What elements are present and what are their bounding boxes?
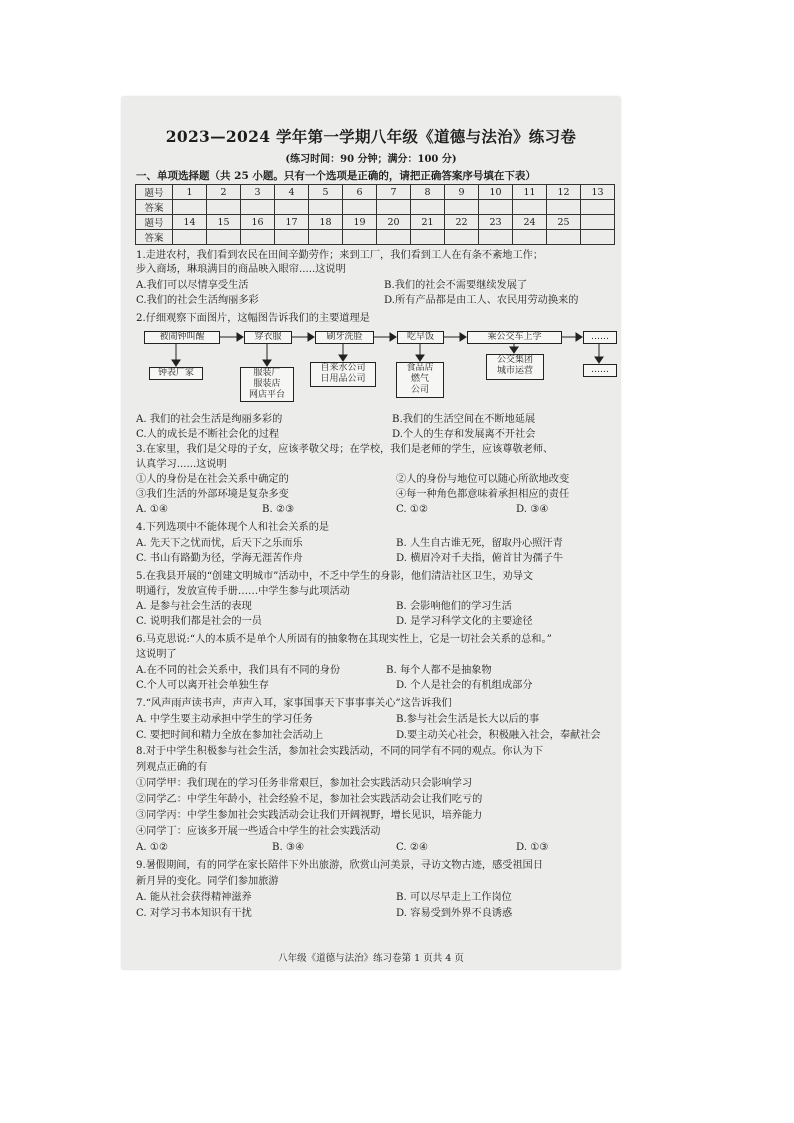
flow-provider-clothing: 服装厂 服装店 网店平台 (240, 367, 294, 402)
q4-option-b: B. 人生自古谁无死，留取丹心照汗青 (396, 538, 563, 549)
exam-title: 2023—2024 学年第一学期八年级《道德与法治》练习卷 (165, 127, 577, 146)
flow-step-bus: 乘公交车上学 (467, 331, 562, 344)
table-cell: 14 (173, 215, 207, 230)
q8-option-b: B. ③④ (272, 842, 305, 853)
q9-stem: 9.暑假期间，有的同学在家长陪伴下外出旅游，欣赏山河美景，寻访文物古迹，感受祖国日 (136, 860, 544, 871)
q4-option-a: A. 先天下之忧而忧，后天下之乐而乐 (136, 538, 303, 549)
q6-option-d: D. 个人是社会的有机组成部分 (396, 680, 533, 691)
q8-option-a: A. ①② (136, 842, 169, 853)
q1-stem: 步入商场，琳琅满目的商品映入眼帘.....这说明 (136, 264, 346, 275)
q4-stem: 4.下列选项中不能体现个人和社会关系的是 (136, 522, 330, 533)
q4-option-c: C. 书山有路勤为径，学海无涯苦作舟 (136, 553, 303, 564)
q7-option-c: C. 要把时间和精力全放在参加社会活动上 (136, 730, 324, 741)
q3-stem: 认真学习......这说明 (136, 459, 227, 470)
table-cell: 3 (241, 185, 275, 200)
q3-option-a: A. ①④ (136, 504, 169, 515)
table-cell: 2 (207, 185, 241, 200)
q8-option-c: C. ②④ (396, 842, 429, 853)
q4-option-d: D. 横眉冷对千夫指，俯首甘为孺子牛 (396, 553, 564, 564)
q8-option-d: D. ①③ (516, 842, 549, 853)
flow-provider-clock: 钟表厂家 (149, 367, 203, 380)
table-cell: 18 (309, 215, 343, 230)
section-heading: 一、单项选择题（共 25 小题。只有一个选项是正确的，请把正确答案序号填在下表） (136, 170, 536, 182)
q7-option-b: B.参与社会生活是长大以后的事 (396, 714, 540, 725)
q1-option-d: D.所有产品都是由工人、农民用劳动换来的 (384, 295, 579, 306)
table-cell: 22 (445, 215, 479, 230)
table-cell: 23 (479, 215, 513, 230)
table-cell: 7 (377, 185, 411, 200)
flow-step-wash: 刷牙洗脸 (315, 331, 374, 344)
table-cell: 8 (411, 185, 445, 200)
table-cell: 答案 (136, 200, 173, 215)
q3-statement-4: ④每一种角色都意味着承担相应的责任 (396, 489, 570, 500)
q2-stem: 2.仔细观察下面图片，这幅图告诉我们的主要道理是 (136, 313, 370, 324)
q8-stem: 列观点正确的有 (136, 762, 208, 773)
q5-stem: 5.在我县开展的“创建文明城市”活动中，不乏中学生的身影，他们清洁社区卫生，劝导文 (136, 571, 534, 582)
table-cell: 1 (173, 185, 207, 200)
table-cell: 10 (479, 185, 513, 200)
q1-option-c: C.我们的社会生活绚丽多彩 (136, 295, 259, 306)
q3-option-b: B. ②③ (262, 504, 295, 515)
q3-statement-3: ③我们生活的外部环境是复杂多变 (136, 489, 289, 500)
q8-stem: 8.对于中学生积极参与社会生活，参加社会实践活动，不同的同学有不同的观点。你认为下 (136, 746, 544, 757)
q1-option-b: B.我们的社会不需要继续发展了 (384, 280, 528, 291)
table-cell: 12 (547, 185, 581, 200)
table-cell: 4 (275, 185, 309, 200)
table-cell: 11 (513, 185, 547, 200)
q9-option-b: B. 可以尽早走上工作岗位 (396, 892, 512, 903)
q6-option-a: A.在不同的社会关系中，我们具有不同的身份 (136, 665, 341, 676)
q6-option-c: C.个人可以离开社会单独生存 (136, 680, 269, 691)
q5-stem: 明通行，发放宣传手册……中学生参与此项活动 (136, 586, 350, 597)
q8-statement-3: ③同学丙：中学生参加社会实践活动会让我们开阔视野，增长见识，培养能力 (136, 810, 483, 821)
q7-option-a: A. 中学生要主动承担中学生的学习任务 (136, 714, 313, 725)
q2-option-d: D.个人的生存和发展离不开社会 (392, 429, 536, 440)
table-cell: 16 (241, 215, 275, 230)
q8-statement-4: ④同学丁：应该多开展一些适合中学生的社会实践活动 (136, 826, 381, 837)
flow-step-breakfast: 吃早饭 (397, 331, 444, 344)
q5-option-a: A. 是参与社会生活的表现 (136, 601, 252, 612)
q6-option-b: B. 每个人都不是抽象物 (386, 665, 492, 676)
q9-option-a: A. 能从社会获得精神滋养 (136, 892, 252, 903)
table-cell: 6 (343, 185, 377, 200)
q9-stem: 新月异的变化。同学们参加旅游 (136, 876, 279, 887)
q3-statement-2: ②人的身份与地位可以随心所欲地改变 (396, 474, 570, 485)
flow-provider-more: …… (583, 364, 617, 377)
q2-option-b: B.我们的生活空间在不断地延展 (392, 414, 536, 425)
q2-option-c: C.人的成长是不断社会化的过程 (136, 429, 280, 440)
table-cell: 题号 (136, 185, 173, 200)
q8-statement-2: ②同学乙：中学生年龄小，社会经验不足，参加社会实践活动会让我们吃亏的 (136, 794, 483, 805)
q6-stem: 6.马克思说:“人的本质不是单个人所固有的抽象物在其现实性上，它是一切社会关系的总和。” (136, 634, 552, 645)
table-cell: 24 (513, 215, 547, 230)
q3-option-d: D. ③④ (516, 504, 549, 515)
flow-step-wake: 被闹钟叫醒 (144, 331, 220, 344)
q5-option-c: C. 说明我们都是社会的一员 (136, 616, 262, 627)
q7-option-d: D.要主动关心社会，积极融入社会，奉献社会 (396, 730, 601, 741)
q5-option-d: D. 是学习科学文化的主要途径 (396, 616, 533, 627)
q3-stem: 3.在家里，我们是父母的子女，应该孝敬父母；在学校，我们是老师的学生，应该尊敬老师、 (136, 444, 554, 455)
q9-option-d: D. 容易受到外界不良诱惑 (396, 908, 513, 919)
q3-statement-1: ①人的身份是在社会关系中确定的 (136, 474, 289, 485)
q8-statement-1: ①同学甲：我们现在的学习任务非常艰巨，参加社会实践活动只会影响学习 (136, 778, 473, 789)
q5-option-b: B. 会影响他们的学习生活 (396, 601, 512, 612)
q3-option-c: C. ①② (396, 504, 429, 515)
flow-provider-food: 食品店 燃气 公司 (396, 362, 444, 398)
q2-option-a: A. 我们的社会生活是绚丽多彩的 (136, 414, 283, 425)
table-cell: 13 (581, 185, 615, 200)
q7-stem: 7.“风声雨声读书声，声声入耳，家事国事天下事事事关心”这告诉我们 (136, 698, 452, 709)
table-cell: 15 (207, 215, 241, 230)
table-cell: 19 (343, 215, 377, 230)
table-cell: 17 (275, 215, 309, 230)
q9-option-c: C. 对学习书本知识有干扰 (136, 908, 252, 919)
exam-sheet (122, 97, 620, 969)
q1-option-a: A.我们可以尽情享受生活 (136, 280, 249, 291)
flow-step-dress: 穿衣服 (244, 331, 292, 344)
table-cell: 21 (411, 215, 445, 230)
page-footer: 八年级《道德与法治》练习卷第 1 页共 4 页 (278, 953, 464, 964)
table-cell: 25 (547, 215, 581, 230)
table-cell: 20 (377, 215, 411, 230)
table-cell: 答案 (136, 230, 173, 245)
table-cell: 5 (309, 185, 343, 200)
table-cell: 题号 (136, 215, 173, 230)
table-cell: 9 (445, 185, 479, 200)
flow-provider-water: 自来水公司 日用品公司 (310, 362, 376, 387)
flow-diagram-arrows (122, 97, 620, 407)
q6-stem: 这说明了 (136, 649, 177, 660)
q1-stem: 1.走进农村，我们看到农民在田间辛勤劳作；来到工厂，我们看到工人在有条不紊地工作； (136, 250, 544, 261)
flow-step-more: …… (583, 331, 617, 344)
flow-provider-bus: 公交集团 城市运营 (486, 354, 544, 380)
exam-subtitle: (练习时间：90 分钟；满分：100 分) (285, 154, 457, 165)
